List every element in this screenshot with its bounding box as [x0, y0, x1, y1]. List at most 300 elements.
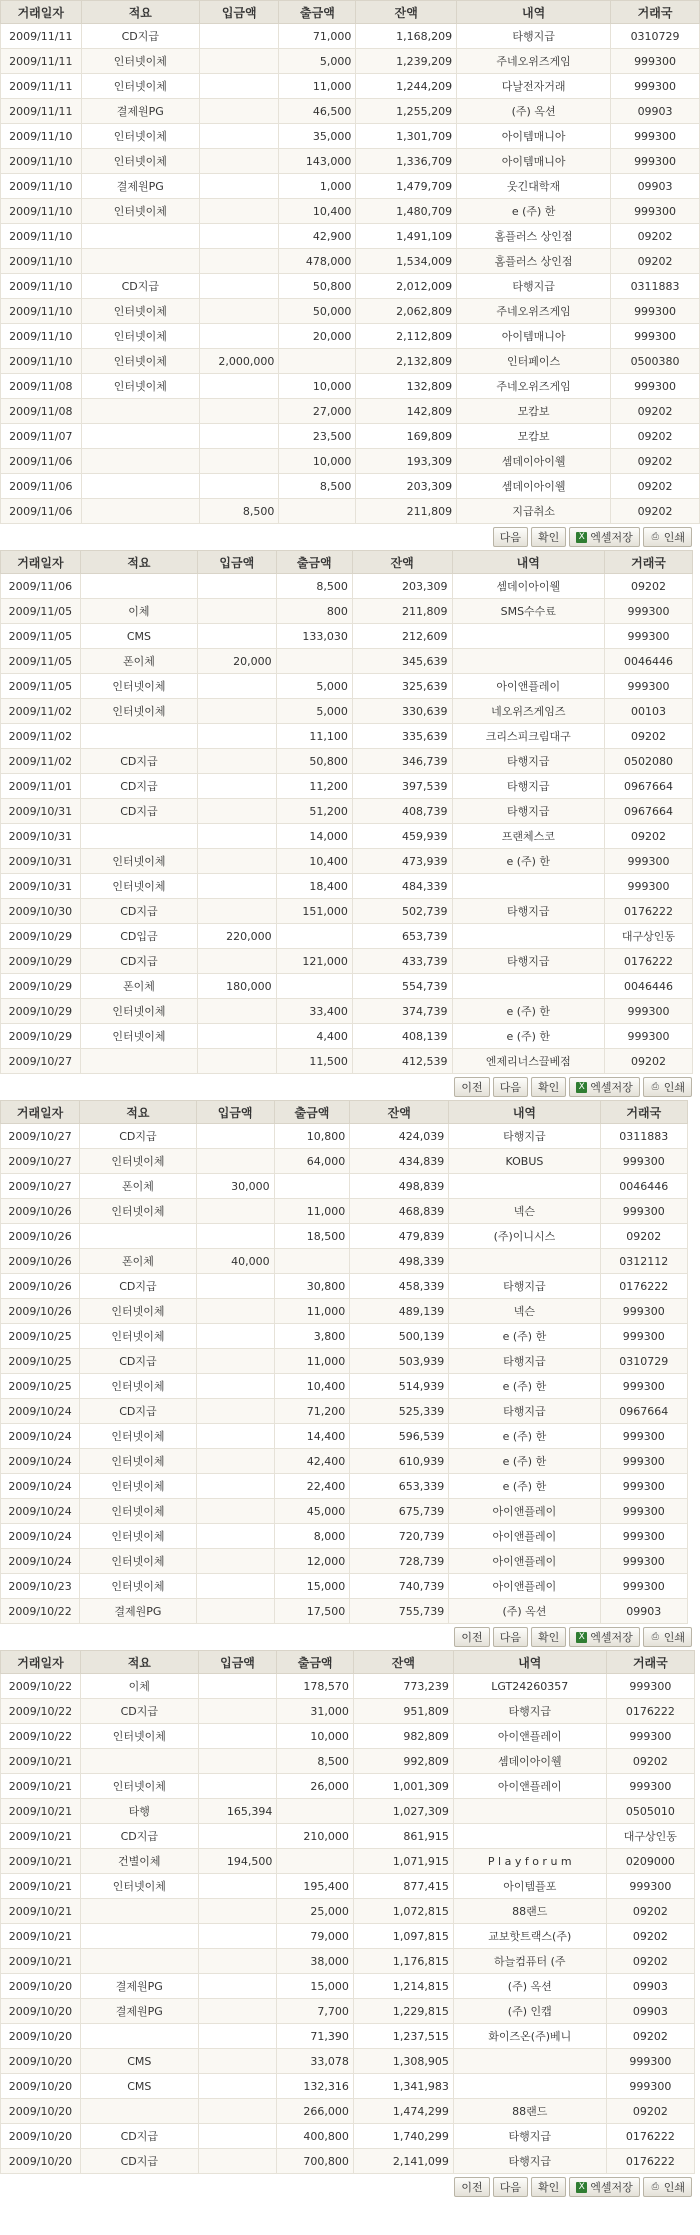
cell-withdrawal: 11,000: [274, 1199, 350, 1224]
cell-detail: 모캄보: [457, 399, 611, 424]
cell-withdrawal: 133,030: [276, 624, 352, 649]
cell-branch: 999300: [600, 1524, 687, 1549]
cell-detail: [452, 649, 604, 674]
cell-summary: 인터넷이체: [80, 1774, 198, 1799]
cell-summary: [80, 2099, 198, 2124]
cell-summary: 폰이체: [80, 1174, 196, 1199]
cell-withdrawal: [279, 349, 356, 374]
cell-withdrawal: [277, 1849, 353, 1874]
print-button[interactable]: [643, 2177, 692, 2197]
cell-branch: 0046446: [605, 649, 693, 674]
table-row: [1, 1174, 688, 1199]
cell-summary: [81, 424, 199, 449]
cell-balance: 169,809: [356, 424, 457, 449]
cell-deposit: [200, 199, 279, 224]
cell-branch: 0311883: [600, 1124, 687, 1149]
cell-summary: CD입금: [80, 924, 197, 949]
cell-summary: 인터넷이체: [80, 1474, 196, 1499]
cell-withdrawal: 478,000: [279, 249, 356, 274]
cell-summary: CD지급: [80, 749, 197, 774]
cell-detail: 셈데이아이웰: [457, 474, 611, 499]
statement-block: [0, 550, 700, 1100]
cell-balance: 408,139: [352, 1024, 452, 1049]
table-row: [1, 874, 693, 899]
table-row: [1, 1324, 688, 1349]
transaction-table: [0, 1650, 695, 2174]
cell-detail: 웃긴대학재: [457, 174, 611, 199]
cell-deposit: 180,000: [198, 974, 277, 999]
cell-summary: 인터넷이체: [81, 74, 199, 99]
cell-summary: [80, 1924, 198, 1949]
cell-detail: 교보핫트랙스(주): [453, 1924, 606, 1949]
cell-withdrawal: 18,400: [276, 874, 352, 899]
column-header-deposit: 입금액: [198, 1651, 277, 1674]
cell-balance: 525,339: [350, 1399, 449, 1424]
cell-date: 2009/11/05: [1, 624, 81, 649]
excel-save-button-label: 엑셀저장: [590, 1631, 633, 1644]
cell-detail: 모캄보: [457, 424, 611, 449]
cell-summary: [80, 2024, 198, 2049]
cell-withdrawal: 15,000: [274, 1574, 350, 1599]
cell-branch: 09903: [606, 1999, 694, 2024]
cell-branch: 09202: [611, 449, 700, 474]
cell-detail: 아이앤플레이: [453, 1774, 606, 1799]
cell-detail: 프랜체스코: [452, 824, 604, 849]
cell-balance: 2,062,809: [356, 299, 457, 324]
table-row: [1, 1249, 688, 1274]
cell-balance: 203,309: [352, 574, 452, 599]
cell-withdrawal: [276, 974, 352, 999]
cell-detail: e (주) 한: [449, 1449, 600, 1474]
cell-deposit: [198, 849, 277, 874]
cell-summary: CMS: [80, 624, 197, 649]
cell-deposit: [198, 1924, 277, 1949]
table-row: [1, 1924, 695, 1949]
table-row: [1, 49, 700, 74]
cell-date: 2009/10/26: [1, 1274, 80, 1299]
cell-summary: 인터넷이체: [80, 1374, 196, 1399]
cell-withdrawal: 26,000: [277, 1774, 353, 1799]
cell-branch: 09202: [606, 1749, 694, 1774]
cell-withdrawal: 151,000: [276, 899, 352, 924]
table-row: [1, 1224, 688, 1249]
statement-block: [0, 1650, 700, 2200]
cell-detail: [453, 1824, 606, 1849]
next-button-label: 다음: [499, 531, 521, 544]
cell-detail: [452, 624, 604, 649]
cell-branch: 999300: [600, 1299, 687, 1324]
cell-deposit: [198, 774, 277, 799]
cell-deposit: [198, 899, 277, 924]
cell-withdrawal: 8,500: [277, 1749, 353, 1774]
cell-detail: SMS수수료: [452, 599, 604, 624]
cell-branch: 999300: [600, 1424, 687, 1449]
excel-icon: X: [576, 1082, 587, 1093]
cell-summary: [81, 449, 199, 474]
excel-save-button[interactable]: [569, 527, 640, 547]
cell-branch: 999300: [606, 1724, 694, 1749]
cell-summary: 인터넷이체: [80, 1199, 196, 1224]
cell-withdrawal: 143,000: [279, 149, 356, 174]
cell-detail: 타행지급: [453, 2124, 606, 2149]
print-button[interactable]: [643, 1077, 692, 1097]
table-row: [1, 249, 700, 274]
printer-icon: ⎙: [651, 1631, 659, 1642]
cell-deposit: [200, 449, 279, 474]
cell-detail: 타행지급: [453, 1699, 606, 1724]
cell-deposit: [196, 1599, 274, 1624]
cell-deposit: [200, 99, 279, 124]
cell-withdrawal: [274, 1249, 350, 1274]
cell-withdrawal: 8,500: [279, 474, 356, 499]
column-header-date: 거래일자: [1, 1, 82, 24]
cell-date: 2009/11/07: [1, 424, 82, 449]
column-header-balance: 잔액: [350, 1101, 449, 1124]
cell-deposit: [198, 699, 277, 724]
cell-summary: [81, 224, 199, 249]
cell-withdrawal: 11,100: [276, 724, 352, 749]
table-row: [1, 1749, 695, 1774]
cell-branch: 0311883: [611, 274, 700, 299]
cell-withdrawal: 14,400: [274, 1424, 350, 1449]
column-header-summary: 적요: [80, 551, 197, 574]
cell-balance: 720,739: [350, 1524, 449, 1549]
cell-balance: 728,739: [350, 1549, 449, 1574]
excel-save-button[interactable]: [569, 1627, 640, 1647]
table-row: [1, 149, 700, 174]
cell-balance: 2,112,809: [356, 324, 457, 349]
table-row: [1, 299, 700, 324]
cell-withdrawal: [274, 1174, 350, 1199]
cell-branch: 0312112: [600, 1249, 687, 1274]
cell-detail: 아이템매니아: [457, 324, 611, 349]
cell-branch: 999300: [605, 674, 693, 699]
cell-detail: 타행지급: [449, 1349, 600, 1374]
table-row: [1, 1799, 695, 1824]
table-row: [1, 1524, 688, 1549]
cell-summary: CD지급: [80, 1399, 196, 1424]
cell-withdrawal: 700,800: [277, 2149, 353, 2174]
table-row: [1, 1199, 688, 1224]
prev-button[interactable]: [454, 1077, 489, 1097]
cell-date: 2009/11/10: [1, 349, 82, 374]
next-button[interactable]: [493, 527, 528, 547]
cell-deposit: 2,000,000: [200, 349, 279, 374]
confirm-button[interactable]: [531, 527, 566, 547]
cell-date: 2009/10/21: [1, 1949, 81, 1974]
cell-detail: 넥슨: [449, 1299, 600, 1324]
cell-summary: CD지급: [80, 1824, 198, 1849]
prev-button[interactable]: [454, 2177, 489, 2197]
cell-date: 2009/11/11: [1, 24, 82, 49]
cell-summary: 결제원PG: [80, 1599, 196, 1624]
next-button[interactable]: [493, 1627, 528, 1647]
cell-withdrawal: 11,200: [276, 774, 352, 799]
cell-branch: 999300: [611, 149, 700, 174]
cell-withdrawal: 35,000: [279, 124, 356, 149]
cell-balance: 424,039: [350, 1124, 449, 1149]
cell-deposit: [196, 1274, 274, 1299]
confirm-button[interactable]: [531, 1627, 566, 1647]
cell-withdrawal: 10,000: [279, 374, 356, 399]
cell-deposit: [198, 949, 277, 974]
cell-withdrawal: 11,500: [276, 1049, 352, 1074]
cell-date: 2009/10/20: [1, 1999, 81, 2024]
table-row: [1, 424, 700, 449]
cell-branch: 09202: [605, 574, 693, 599]
cell-branch: 0046446: [605, 974, 693, 999]
cell-branch: 999300: [611, 374, 700, 399]
cell-deposit: [200, 49, 279, 74]
cell-deposit: [196, 1199, 274, 1224]
table-row: [1, 2124, 695, 2149]
cell-summary: [80, 1899, 198, 1924]
cell-deposit: [198, 1724, 277, 1749]
cell-branch: 09903: [611, 99, 700, 124]
cell-summary: [80, 1049, 197, 1074]
cell-date: 2009/10/21: [1, 1824, 81, 1849]
cell-balance: 1,168,209: [356, 24, 457, 49]
cell-balance: 1,027,309: [353, 1799, 453, 1824]
cell-summary: CD지급: [81, 274, 199, 299]
cell-branch: 09903: [600, 1599, 687, 1624]
cell-balance: 325,639: [352, 674, 452, 699]
cell-deposit: [198, 599, 277, 624]
print-button[interactable]: [643, 1627, 692, 1647]
column-header-branch: 거래국: [606, 1651, 694, 1674]
cell-deposit: [200, 74, 279, 99]
cell-branch: 999300: [605, 999, 693, 1024]
cell-branch: 0967664: [605, 799, 693, 824]
cell-withdrawal: 45,000: [274, 1499, 350, 1524]
cell-branch: 대구상인동: [605, 924, 693, 949]
cell-detail: 아이템매니아: [457, 124, 611, 149]
cell-date: 2009/10/27: [1, 1049, 81, 1074]
cell-summary: 인터넷이체: [81, 199, 199, 224]
table-row: [1, 349, 700, 374]
cell-date: 2009/10/20: [1, 2024, 81, 2049]
cell-summary: 인터넷이체: [81, 299, 199, 324]
cell-date: 2009/11/05: [1, 674, 81, 699]
table-row: [1, 924, 693, 949]
excel-save-button[interactable]: [569, 2177, 640, 2197]
table-row: [1, 1974, 695, 1999]
cell-withdrawal: [276, 649, 352, 674]
cell-date: 2009/11/06: [1, 474, 82, 499]
cell-deposit: [198, 999, 277, 1024]
column-header-withdrawal: 출금액: [277, 1651, 353, 1674]
cell-date: 2009/11/02: [1, 699, 81, 724]
cell-deposit: [200, 324, 279, 349]
cell-date: 2009/11/06: [1, 449, 82, 474]
column-header-withdrawal: 출금액: [274, 1101, 350, 1124]
table-row: [1, 474, 700, 499]
cell-balance: 503,939: [350, 1349, 449, 1374]
cell-deposit: [200, 149, 279, 174]
excel-save-button[interactable]: [569, 1077, 640, 1097]
cell-deposit: [198, 724, 277, 749]
confirm-button[interactable]: [531, 2177, 566, 2197]
table-row: [1, 1599, 688, 1624]
table-row: [1, 2149, 695, 2174]
transaction-table: [0, 1100, 688, 1624]
cell-date: 2009/10/25: [1, 1324, 80, 1349]
button-bar: [0, 1624, 700, 1650]
cell-detail: (주) 옥션: [457, 99, 611, 124]
cell-summary: CD지급: [80, 774, 197, 799]
cell-date: 2009/10/22: [1, 1699, 81, 1724]
cell-detail: 아이앤플레이: [452, 674, 604, 699]
table-row: [1, 799, 693, 824]
cell-branch: 999300: [611, 324, 700, 349]
cell-deposit: [198, 1049, 277, 1074]
cell-detail: 타행지급: [457, 24, 611, 49]
cell-deposit: 20,000: [198, 649, 277, 674]
cell-deposit: [198, 1874, 277, 1899]
cell-detail: 네오위즈게임즈: [452, 699, 604, 724]
cell-deposit: [196, 1149, 274, 1174]
cell-branch: 999300: [600, 1474, 687, 1499]
prev-button[interactable]: [454, 1627, 489, 1647]
printer-icon: ⎙: [651, 531, 659, 542]
cell-deposit: [196, 1349, 274, 1374]
cell-balance: 468,839: [350, 1199, 449, 1224]
cell-branch: 09202: [606, 1949, 694, 1974]
cell-detail: 홈플러스 상인점: [457, 249, 611, 274]
cell-branch: 999300: [611, 124, 700, 149]
cell-date: 2009/10/21: [1, 1874, 81, 1899]
cell-withdrawal: 10,400: [276, 849, 352, 874]
cell-detail: 타행지급: [453, 2149, 606, 2174]
cell-branch: 999300: [600, 1499, 687, 1524]
cell-date: 2009/10/29: [1, 949, 81, 974]
cell-date: 2009/11/10: [1, 199, 82, 224]
cell-summary: 인터넷이체: [80, 1324, 196, 1349]
cell-withdrawal: 27,000: [279, 399, 356, 424]
cell-withdrawal: 79,000: [277, 1924, 353, 1949]
table-row: [1, 2024, 695, 2049]
cell-deposit: [200, 274, 279, 299]
cell-withdrawal: 5,000: [276, 699, 352, 724]
cell-detail: e (주) 한: [449, 1474, 600, 1499]
cell-deposit: [196, 1399, 274, 1424]
cell-balance: 498,839: [350, 1174, 449, 1199]
cell-detail: 하늘컴퓨터 (주: [453, 1949, 606, 1974]
confirm-button[interactable]: [531, 1077, 566, 1097]
cell-balance: 1,237,515: [353, 2024, 453, 2049]
column-header-deposit: 입금액: [196, 1101, 274, 1124]
table-row: [1, 699, 693, 724]
cell-balance: 877,415: [353, 1874, 453, 1899]
cell-date: 2009/11/10: [1, 149, 82, 174]
cell-date: 2009/11/11: [1, 74, 82, 99]
prev-button-label: 이전: [461, 1631, 483, 1644]
table-row: [1, 399, 700, 424]
cell-date: 2009/10/31: [1, 824, 81, 849]
cell-detail: 타행지급: [449, 1124, 600, 1149]
cell-date: 2009/10/25: [1, 1349, 80, 1374]
cell-deposit: [198, 1824, 277, 1849]
table-row: [1, 174, 700, 199]
cell-summary: 인터넷이체: [80, 1149, 196, 1174]
table-row: [1, 1474, 688, 1499]
cell-deposit: [198, 1699, 277, 1724]
cell-date: 2009/10/26: [1, 1199, 80, 1224]
cell-deposit: [196, 1299, 274, 1324]
cell-summary: CD지급: [80, 1349, 196, 1374]
cell-date: 2009/11/08: [1, 399, 82, 424]
column-header-summary: 적요: [80, 1651, 198, 1674]
cell-detail: [449, 1249, 600, 1274]
table-row: [1, 124, 700, 149]
cell-withdrawal: 71,390: [277, 2024, 353, 2049]
cell-branch: 09202: [611, 224, 700, 249]
cell-detail: (주) 인캡: [453, 1999, 606, 2024]
cell-date: 2009/10/21: [1, 1924, 81, 1949]
cell-balance: 473,939: [352, 849, 452, 874]
cell-balance: 1,301,709: [356, 124, 457, 149]
cell-summary: 인터넷이체: [80, 1499, 196, 1524]
cell-deposit: [196, 1499, 274, 1524]
cell-balance: 1,244,209: [356, 74, 457, 99]
cell-summary: CD지급: [80, 899, 197, 924]
cell-balance: 1,071,915: [353, 1849, 453, 1874]
cell-detail: 아이템플포: [453, 1874, 606, 1899]
table-row: [1, 1724, 695, 1749]
cell-deposit: [198, 2074, 277, 2099]
cell-balance: 212,609: [352, 624, 452, 649]
cell-balance: 1,214,815: [353, 1974, 453, 1999]
cell-balance: 1,336,709: [356, 149, 457, 174]
column-header-date: 거래일자: [1, 1651, 81, 1674]
cell-summary: [81, 499, 199, 524]
cell-date: 2009/11/05: [1, 649, 81, 674]
print-button[interactable]: [643, 527, 692, 547]
cell-withdrawal: 10,800: [274, 1124, 350, 1149]
cell-date: 2009/10/27: [1, 1174, 80, 1199]
cell-withdrawal: 22,400: [274, 1474, 350, 1499]
cell-detail: [453, 2049, 606, 2074]
cell-deposit: [200, 424, 279, 449]
cell-withdrawal: 50,000: [279, 299, 356, 324]
column-header-deposit: 입금액: [200, 1, 279, 24]
cell-date: 2009/11/06: [1, 499, 82, 524]
column-header-balance: 잔액: [356, 1, 457, 24]
cell-deposit: [200, 24, 279, 49]
cell-deposit: [198, 2124, 277, 2149]
table-row: [1, 1124, 688, 1149]
transaction-table: [0, 0, 700, 524]
next-button[interactable]: [493, 2177, 528, 2197]
cell-branch: 999300: [600, 1324, 687, 1349]
cell-date: 2009/11/10: [1, 324, 82, 349]
cell-deposit: [198, 2149, 277, 2174]
cell-summary: CD지급: [80, 1124, 196, 1149]
cell-withdrawal: 18,500: [274, 1224, 350, 1249]
next-button[interactable]: [493, 1077, 528, 1097]
cell-branch: 999300: [605, 874, 693, 899]
table-row: [1, 1999, 695, 2024]
cell-summary: 인터넷이체: [80, 849, 197, 874]
print-button-label: 인쇄: [663, 531, 685, 544]
cell-deposit: 194,500: [198, 1849, 277, 1874]
cell-balance: 2,141,099: [353, 2149, 453, 2174]
cell-branch: 00103: [605, 699, 693, 724]
cell-deposit: [198, 1749, 277, 1774]
cell-deposit: [198, 2099, 277, 2124]
cell-branch: 999300: [605, 849, 693, 874]
table-row: [1, 24, 700, 49]
